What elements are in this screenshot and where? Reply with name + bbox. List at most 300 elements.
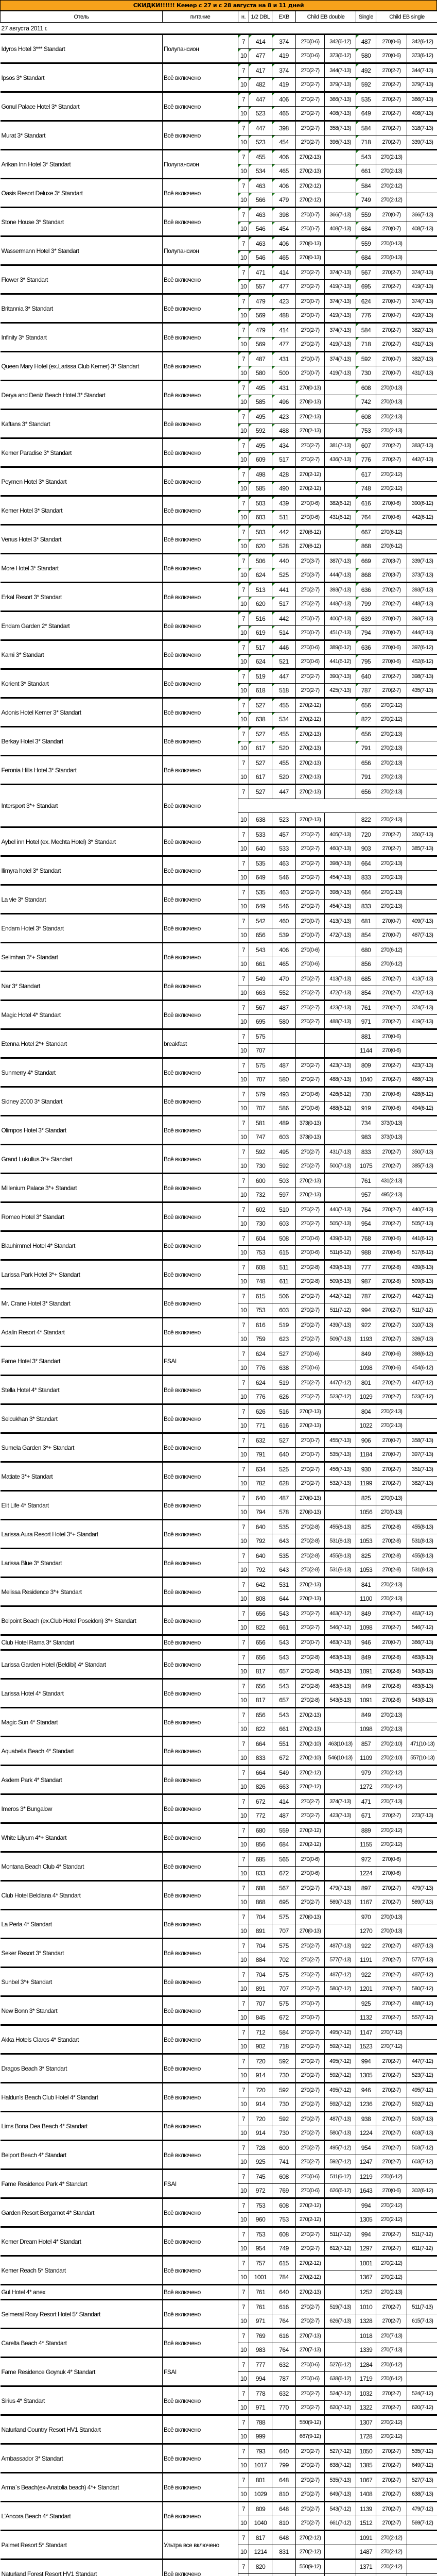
meal-plan: Всё включено	[163, 1260, 238, 1289]
child-eb-double-2	[325, 2198, 356, 2213]
child-eb-single-2: 509(8-13)	[407, 1275, 437, 1289]
hotel-name: Melissa Residence 3*+ Standart	[1, 1578, 163, 1606]
price-single: 957	[356, 1188, 376, 1202]
child-eb-single-2: 374(7-13)	[407, 265, 437, 280]
nights: 10	[238, 2011, 249, 2025]
price-half-dbl: 479	[249, 294, 272, 309]
price-exb: 510	[272, 1202, 296, 1217]
nights: 10	[238, 453, 249, 467]
price-exb: 615	[272, 2256, 296, 2270]
price-single: 791	[356, 741, 376, 756]
child-eb-single-2: 447(7-12)	[407, 2054, 437, 2069]
hotel-name: Magic Hotel 4* Standart	[1, 1001, 163, 1029]
nights: 10	[238, 655, 249, 669]
child-eb-single-1: 270(0-13)	[376, 1910, 407, 1924]
child-eb-double-2: 487(7-13)	[325, 2112, 356, 2126]
table-row	[1, 2473, 437, 2487]
meal-plan: Всё включено	[163, 1491, 238, 1520]
table-row	[1, 1260, 437, 1275]
child-eb-double-1: 270(2-7)	[296, 2112, 325, 2126]
price-exb: 506	[272, 1289, 296, 1303]
price-exb: 441	[272, 583, 296, 597]
price-half-dbl: 753	[249, 1246, 272, 1260]
child-eb-single-1: 270(0-6)	[376, 1044, 407, 1058]
child-eb-single-2: 358(7-13)	[407, 1433, 437, 1448]
price-half-dbl: 1040	[249, 2516, 272, 2531]
child-eb-double-1: 270(0-6)	[296, 2184, 325, 2198]
price-exb	[272, 2574, 296, 2576]
child-eb-single-2: 615(7-13)	[407, 2314, 437, 2329]
child-eb-double-2: 495(7-12)	[325, 2025, 356, 2040]
child-eb-double-1: 270(2-7)	[296, 2155, 325, 2170]
hotel-name: Belpoint Beach (ex.Club Hotel Poseidon) 3*+ Standart	[1, 1606, 163, 1635]
price-half-dbl: 487	[249, 352, 272, 366]
price-single: 787	[356, 1289, 376, 1303]
child-eb-double-2: 487(7-12)	[325, 1968, 356, 1982]
child-eb-double-2: 460(7-13)	[325, 842, 356, 856]
price-half-dbl: 712	[249, 2025, 272, 2040]
child-eb-single-2: 471(10-13)	[407, 1737, 437, 1751]
meal-plan: Всё включено	[163, 2141, 238, 2170]
child-eb-double-2: 580(7-13)	[325, 2126, 356, 2141]
price-half-dbl: 620	[249, 597, 272, 612]
child-eb-double-1: 270(2-13)	[296, 1188, 325, 1202]
child-eb-double-2: 543(7-12)	[325, 2502, 356, 2516]
price-exb: 584	[272, 2025, 296, 2040]
child-eb-single-1: 270(0-13)	[376, 1505, 407, 1520]
price-half-dbl: 856	[249, 1838, 272, 1852]
price-exb: 517	[272, 597, 296, 612]
price-exb: 615	[272, 1246, 296, 1260]
hotel-name: Feronia Hills Hotel 3* Standart	[1, 756, 163, 785]
price-single: 636	[356, 640, 376, 655]
price-exb: 648	[272, 2502, 296, 2516]
nights: 7	[238, 1679, 249, 1693]
table-row	[1, 410, 437, 424]
table-row	[1, 92, 437, 107]
child-eb-double-2: 441(6-12)	[325, 655, 356, 669]
nights: 7	[238, 583, 249, 597]
child-eb-double-1: 373(0-13)	[296, 1130, 325, 1145]
child-eb-double-1: 270(2-13)	[296, 727, 325, 741]
nights: 7	[238, 2198, 249, 2213]
child-eb-single-2: 382(7-13)	[407, 323, 437, 337]
price-half-dbl: 542	[249, 914, 272, 928]
table-row	[1, 1939, 437, 1953]
table-row	[1, 1462, 437, 1477]
price-half-dbl: 656	[249, 1679, 272, 1693]
child-eb-single-1: 270(2-13)	[376, 727, 407, 741]
price-half-dbl: 788	[249, 2415, 272, 2430]
price-single: 1328	[356, 2314, 376, 2329]
child-eb-single-2	[407, 395, 437, 410]
child-eb-double-1: 270(2-7)	[296, 1939, 325, 1953]
child-eb-double-1: 270(2-8)	[296, 1260, 325, 1275]
price-exb: 465	[272, 164, 296, 179]
hotel-name: Carelta Beach 4* Standart	[1, 2329, 163, 2358]
price-single: 764	[356, 511, 376, 525]
price-exb: 398	[272, 121, 296, 135]
meal-plan: Всё включено	[163, 2227, 238, 2256]
child-eb-double-2: 419(7-13)	[325, 366, 356, 381]
nights: 10	[238, 2184, 249, 2198]
child-eb-double-1: 270(2-13)	[296, 813, 325, 827]
price-half-dbl: 447	[249, 92, 272, 107]
table-row	[1, 1058, 437, 1073]
child-eb-single-2: 620(7-12)	[407, 2401, 437, 2415]
meal-plan: Всё включено	[163, 612, 238, 640]
child-eb-single-1: 270(2-12)	[376, 1766, 407, 1780]
child-eb-single-1: 270(2-13)	[376, 1708, 407, 1722]
table-row	[1, 1578, 437, 1592]
child-eb-single-2	[407, 1578, 437, 1592]
hotel-name: Britannia 3* Standart	[1, 294, 163, 323]
nights: 10	[238, 1217, 249, 1231]
child-eb-single-1: 270(2-13)	[376, 741, 407, 756]
table-row	[1, 1606, 437, 1621]
hotel-name: Ambassador 3* Standart	[1, 2444, 163, 2473]
table-row	[1, 1145, 437, 1159]
child-eb-single-1: 270(2-8)	[376, 1650, 407, 1665]
nights: 7	[238, 1996, 249, 2011]
price-single: 535	[356, 92, 376, 107]
child-eb-double-1: 270(2-8)	[296, 1534, 325, 1549]
child-eb-double-1: 270(2-7)	[296, 2473, 325, 2487]
child-eb-double-1: 270(0-6)	[296, 1347, 325, 1361]
meal-plan: Всё включено	[163, 698, 238, 727]
child-eb-single-1: 270(2-7)	[376, 1202, 407, 1217]
price-single: 1091	[356, 1665, 376, 1679]
child-eb-single-2: 419(7-13)	[407, 1015, 437, 1029]
child-eb-single-2: 569(7-12)	[407, 2516, 437, 2531]
child-eb-single-2	[407, 1924, 437, 1939]
price-single: 1155	[356, 1838, 376, 1852]
child-eb-double-1: 270(2-7)	[296, 1073, 325, 1087]
child-eb-double-1: 270(2-12)	[296, 1838, 325, 1852]
child-eb-single-1: 270(2-7)	[376, 1982, 407, 1996]
price-single: 994	[356, 2227, 376, 2242]
child-eb-single-2: 557(10-13)	[407, 1751, 437, 1766]
price-half-dbl: 891	[249, 1982, 272, 1996]
child-eb-single-2: 409(7-13)	[407, 914, 437, 928]
table-row	[1, 1116, 437, 1130]
nights: 7	[238, 1462, 249, 1477]
child-eb-single-2: 413(7-13)	[407, 972, 437, 986]
price-exb: 611	[272, 1275, 296, 1289]
nights: 10	[238, 568, 249, 583]
nights: 10	[238, 2545, 249, 2560]
child-eb-double-2	[325, 1838, 356, 1852]
price-exb: 447	[272, 785, 296, 799]
price-exb: 465	[272, 107, 296, 121]
child-eb-single-2	[407, 1722, 437, 1737]
price-half-dbl: 688	[249, 1881, 272, 1895]
price-single: 669	[356, 554, 376, 568]
meal-plan: Всё включено	[163, 438, 238, 467]
child-eb-single-2	[407, 251, 437, 265]
child-eb-single-2	[407, 193, 437, 208]
child-eb-single-1: 270(3-7)	[376, 568, 407, 583]
child-eb-single-1: 270(0-6)	[376, 1231, 407, 1246]
child-eb-single-1: 270(2-7)	[376, 1809, 407, 1823]
child-eb-single-2: 479(7-13)	[407, 1881, 437, 1895]
price-half-dbl: 817	[249, 2531, 272, 2545]
nights: 7	[238, 2473, 249, 2487]
meal-plan: breakfast	[163, 1029, 238, 1058]
child-eb-single-2	[407, 1029, 437, 1044]
price-exb: 525	[272, 568, 296, 583]
price-half-dbl: 902	[249, 2040, 272, 2054]
price-exb: 487	[272, 1809, 296, 1823]
child-eb-double-2	[325, 2270, 356, 2285]
price-half-dbl: 732	[249, 1188, 272, 1202]
price-exb: 603	[272, 1130, 296, 1145]
child-eb-single-1: 270(2-12)	[376, 2545, 407, 2560]
price-half-dbl: 720	[249, 2083, 272, 2097]
nights: 10	[238, 1780, 249, 1794]
hotel-name: Grand Lukullus 3*+ Standart	[1, 1145, 163, 1174]
price-single: 664	[356, 885, 376, 900]
child-eb-single-2	[407, 1910, 437, 1924]
nights: 10	[238, 539, 249, 554]
child-eb-single-2: 454(6-12)	[407, 1361, 437, 1376]
price-half-dbl: 546	[249, 222, 272, 236]
table-row	[1, 1650, 437, 1665]
child-eb-double-1: 270(2-12)	[296, 193, 325, 208]
child-eb-single-1: 270(2-7)	[376, 135, 407, 150]
nights: 7	[238, 2170, 249, 2184]
price-exb: 531	[272, 1578, 296, 1592]
child-eb-single-1: 270(0-7)	[376, 366, 407, 381]
price-half-dbl: 569	[249, 309, 272, 323]
child-eb-double-2: 612(7-12)	[325, 2242, 356, 2256]
price-half-dbl: 580	[249, 366, 272, 381]
nights: 7	[238, 2531, 249, 2545]
table-row	[1, 1968, 437, 1982]
table-row	[1, 640, 437, 655]
table-row	[1, 323, 437, 337]
child-eb-single-2: 390(6-12)	[407, 496, 437, 511]
child-eb-single-1: 270(2-7)	[376, 597, 407, 612]
child-eb-single-1: 270(6-12)	[376, 539, 407, 554]
child-eb-double-2	[325, 943, 356, 957]
child-eb-single-1: 270(2-10)	[376, 1737, 407, 1751]
price-half-dbl: 632	[249, 1433, 272, 1448]
header-hotel: Отель	[1, 11, 163, 23]
child-eb-single-2	[407, 2372, 437, 2386]
child-eb-single-1: 270(0-7)	[376, 612, 407, 626]
hotel-name: Romeo Hotel 3* Standart	[1, 1202, 163, 1231]
table-row	[1, 1881, 437, 1895]
table-row	[1, 583, 437, 597]
price-exb: 784	[272, 2270, 296, 2285]
child-eb-double-1: 270(2-10)	[296, 1737, 325, 1751]
child-eb-double-1: 270(2-7)	[296, 1895, 325, 1910]
price-exb: 603	[272, 1303, 296, 1318]
price-exb: 457	[272, 827, 296, 842]
price-single: 849	[356, 1708, 376, 1722]
child-eb-double-1: 270(2-7)	[296, 1015, 325, 1029]
price-half-dbl: 776	[249, 1390, 272, 1404]
hotel-name: Magic Sun 4* Standart	[1, 1708, 163, 1737]
meal-plan: Всё включено	[163, 2300, 238, 2329]
child-eb-double-1: 270(2-7)	[296, 2126, 325, 2141]
hotel-name: Selcukhan 3* Standart	[1, 1404, 163, 1433]
price-single: 1270	[356, 1924, 376, 1939]
price-single: 994	[356, 2198, 376, 2213]
child-eb-single-1: 270(2-12)	[376, 1780, 407, 1794]
price-half-dbl: 925	[249, 2155, 272, 2170]
child-eb-double-1: 270(2-12)	[296, 482, 325, 496]
child-eb-single-1: 270(0-6)	[376, 1867, 407, 1881]
price-exb: 730	[272, 2097, 296, 2112]
table-row	[1, 1404, 437, 1419]
meal-plan: Всё включено	[163, 1996, 238, 2025]
price-single: 734	[356, 1116, 376, 1130]
table-row	[1, 2386, 437, 2401]
price-single: 695	[356, 280, 376, 294]
price-single: 954	[356, 2141, 376, 2155]
sheet-title: СКИДКИ!!!!!! Кемер с 27 и с 28 августа на 8 и 11 дней	[0, 0, 437, 11]
price-single: 1367	[356, 2270, 376, 2285]
child-eb-double-2: 455(8-13)	[325, 1520, 356, 1534]
price-half-dbl: 707	[249, 1996, 272, 2011]
price-exb: 567	[272, 1881, 296, 1895]
price-half-dbl: 704	[249, 1910, 272, 1924]
child-eb-single-2	[407, 1419, 437, 1433]
child-eb-double-2	[325, 2415, 356, 2430]
price-exb: 398	[272, 208, 296, 222]
child-eb-double-2: 423(7-13)	[325, 1001, 356, 1015]
child-eb-double-2: 511(7-12)	[325, 1303, 356, 1318]
child-eb-double-2: 454(7-13)	[325, 900, 356, 914]
child-eb-single-2: 447(7-12)	[407, 1376, 437, 1390]
price-single: 954	[356, 1217, 376, 1231]
child-eb-single-2: 503(7-12)	[407, 2141, 437, 2155]
price-single: 656	[356, 727, 376, 741]
price-exb: 455	[272, 698, 296, 713]
price-half-dbl: 914	[249, 2069, 272, 2083]
child-eb-double-2: 527(7-12)	[325, 2444, 356, 2459]
nights: 10	[238, 1361, 249, 1376]
child-eb-single-2: 428(6-12)	[407, 1087, 437, 1101]
child-eb-single-2	[407, 2285, 437, 2300]
nights: 7	[238, 1202, 249, 1217]
child-eb-double-2: 505(7-13)	[325, 1217, 356, 1231]
child-eb-double-1: 270(2-7)	[296, 885, 325, 900]
child-eb-double-2: 543(8-13)	[325, 1665, 356, 1679]
child-eb-double-1: 270(0-7)	[296, 1448, 325, 1462]
child-eb-double-2: 439(7-13)	[325, 1318, 356, 1332]
price-single: 749	[356, 193, 376, 208]
price-half-dbl: 868	[249, 1895, 272, 1910]
nights: 10	[238, 2213, 249, 2227]
hotel-name: Club Hotel Beldiana 4* Standart	[1, 1881, 163, 1910]
child-eb-single-1: 270(2-7)	[376, 1968, 407, 1982]
child-eb-single-2	[407, 539, 437, 554]
nights: 7	[238, 92, 249, 107]
price-exb: 414	[272, 323, 296, 337]
price-single: 1132	[356, 2011, 376, 2025]
nights: 7	[238, 1433, 249, 1448]
hotel-name: Gonul Palace Hotel 3* Standart	[1, 92, 163, 121]
meal-plan: Всё включено	[163, 2025, 238, 2054]
child-eb-single-2: 455(8-13)	[407, 1549, 437, 1563]
hotel-name: Larissa Blue 3* Standart	[1, 1549, 163, 1578]
table-row	[1, 294, 437, 309]
price-half-dbl	[249, 2574, 272, 2576]
nights: 7	[238, 1087, 249, 1101]
meal-plan: Всё включено	[163, 1852, 238, 1881]
price-half-dbl: 884	[249, 1953, 272, 1968]
child-eb-single-2: 603(7-12)	[407, 2155, 437, 2170]
child-eb-double-1: 373(0-13)	[296, 1116, 325, 1130]
child-eb-single-1: 270(0-6)	[376, 1852, 407, 1867]
price-half-dbl: 608	[249, 1260, 272, 1275]
nights: 7	[238, 1231, 249, 1246]
child-eb-single-2: 511(7-12)	[407, 1303, 437, 1318]
nights: 7	[238, 2083, 249, 2097]
child-eb-double-2	[325, 410, 356, 424]
price-half-dbl: 891	[249, 1924, 272, 1939]
child-eb-single-1: 270(0-13)	[376, 1924, 407, 1939]
nights: 7	[238, 1116, 249, 1130]
price-single: 922	[356, 1968, 376, 1982]
price-single: 946	[356, 1635, 376, 1650]
nights: 10	[238, 842, 249, 856]
price-exb: 519	[272, 1318, 296, 1332]
price-exb: 520	[272, 741, 296, 756]
child-eb-double-1: 270(2-7)	[296, 827, 325, 842]
nights: 10	[238, 1390, 249, 1404]
nights: 7	[238, 1001, 249, 1015]
price-exb: 616	[272, 2329, 296, 2343]
child-eb-double-1: 270(2-12)	[296, 2270, 325, 2285]
price-single: 849	[356, 1679, 376, 1693]
child-eb-single-2: 495(7-12)	[407, 2083, 437, 2097]
child-eb-single-2: 592(7-12)	[407, 2097, 437, 2112]
meal-plan: Всё включено	[163, 856, 238, 885]
child-eb-double-2: 344(7-13)	[325, 63, 356, 78]
child-eb-single-1: 270(2-7)	[376, 2444, 407, 2459]
price-single: 543	[356, 150, 376, 164]
child-eb-single-2: 326(7-13)	[407, 1332, 437, 1347]
price-single: 809	[356, 1058, 376, 1073]
child-eb-single-2	[407, 482, 437, 496]
child-eb-single-1: 270(2-12)	[376, 2213, 407, 2227]
meal-plan: Всё включено	[163, 1001, 238, 1029]
meal-plan: Всё включено	[163, 2054, 238, 2083]
child-eb-double-2: 488(7-13)	[325, 1073, 356, 1087]
child-eb-single-2: 373(7-13)	[407, 568, 437, 583]
nights: 7	[238, 236, 249, 251]
nights: 10	[238, 900, 249, 914]
price-single: 791	[356, 770, 376, 785]
child-eb-double-1: 270(2-7)	[296, 2097, 325, 2112]
price-exb: 460	[272, 914, 296, 928]
price-single: 1219	[356, 2170, 376, 2184]
child-eb-single-1: 270(2-12)	[376, 179, 407, 193]
child-eb-double-1: 270(0-13)	[296, 395, 325, 410]
child-eb-single-1: 270(2-7)	[376, 986, 407, 1001]
meal-plan: Всё включено	[163, 1968, 238, 1996]
price-half-dbl: 817	[249, 1693, 272, 1708]
price-half-dbl: 822	[249, 1621, 272, 1635]
price-exb: 442	[272, 525, 296, 539]
child-eb-double-2: 419(7-13)	[325, 337, 356, 352]
price-half-dbl: 914	[249, 2126, 272, 2141]
child-eb-single-1: 270(2-7)	[376, 2516, 407, 2531]
